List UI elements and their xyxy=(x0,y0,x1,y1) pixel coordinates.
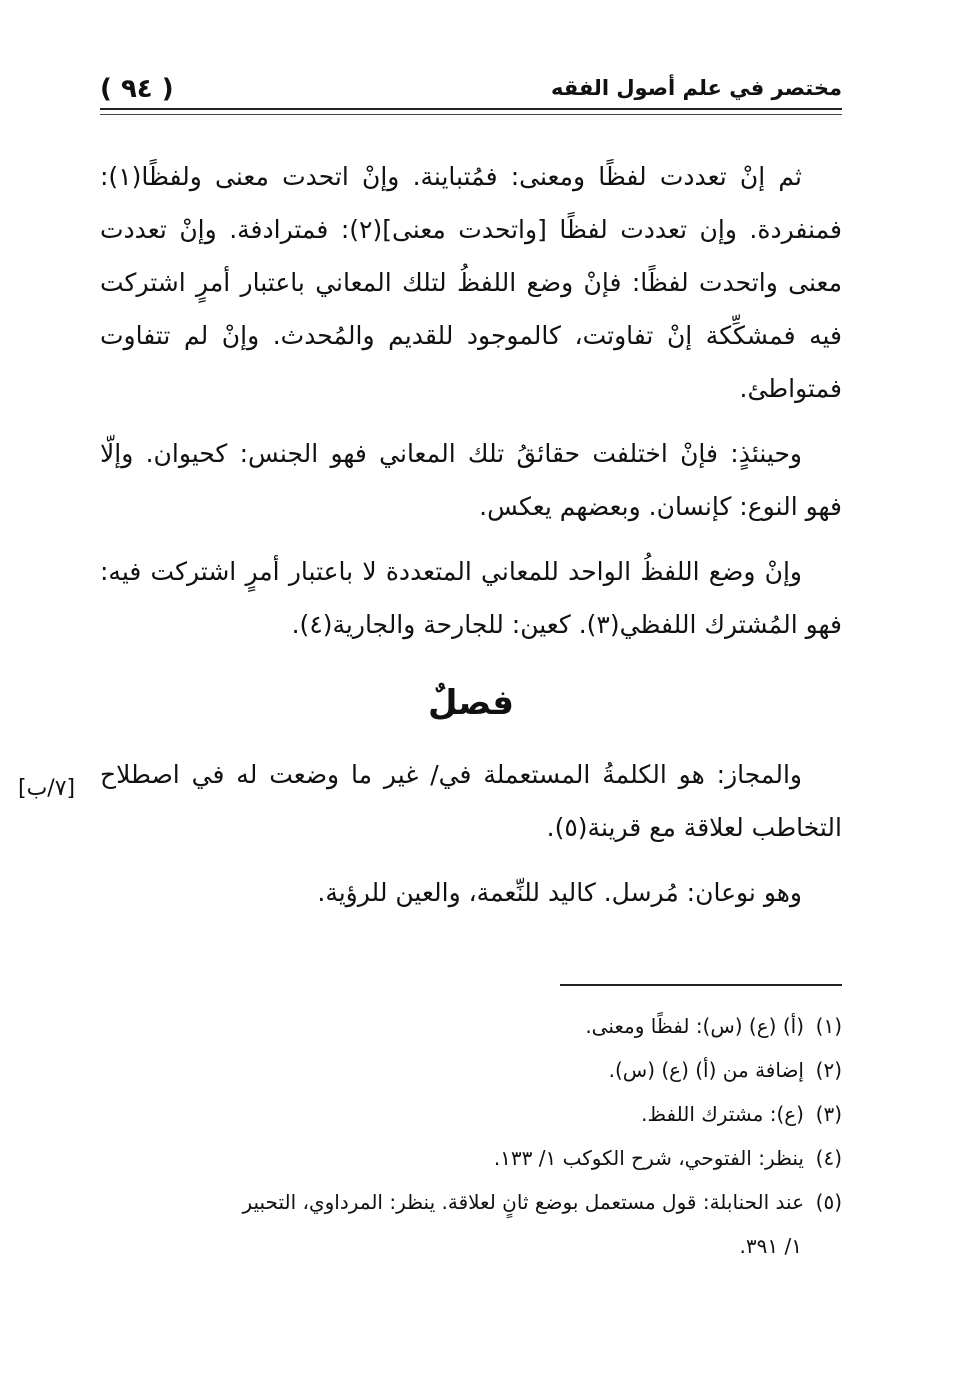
paragraph: وإنْ وضع اللفظُ الواحد للمعاني المتعددة لا باعتبار أمرٍ اشتركت فيه: فهو المُشترك اللفظي(٣). كعين: للجارحة والجارية(٤). xyxy=(100,557,842,639)
footnote xyxy=(100,1136,842,1180)
footnotes-list xyxy=(100,1004,842,1268)
footnote-number: (٥) xyxy=(815,1190,842,1214)
footnote-number: (٣) xyxy=(815,1102,842,1126)
footnote xyxy=(100,1092,842,1136)
manuscript-folio-note: [٧/ب] xyxy=(18,776,76,801)
footnote xyxy=(100,1180,842,1224)
page-header xyxy=(100,70,842,110)
footnote-number: (٤) xyxy=(815,1146,842,1170)
paragraph: وهو نوعان: مُرسل. كاليد للنِّعمة، والعين للرؤية. xyxy=(317,878,802,907)
section-heading: فصلٌ xyxy=(427,683,515,723)
paragraph: ثم إنْ تعددت لفظًا ومعنى: فمُتباينة. وإنْ اتحدت معنى ولفظًا(١): فمنفردة. وإن تعددت لفظًا [واتحدت معنى](٢): فمترادفة. وإنْ تعددت معنى واتحدت لفظًا: فإنْ وضع اللفظُ لتلك المعاني باعتبار أمرٍ اشتركت فيه فمشكِّكة إنْ تفاوتت، كالموجود للقديم والمُحدث. وإنْ لم تتفاوت فمتواطئ. xyxy=(100,162,842,403)
footnote-number: (٢) xyxy=(815,1058,842,1082)
footnote-text: (ع): مشترك اللفظ. xyxy=(641,1102,804,1126)
footnote-continuation: ١/ ٣٩١. xyxy=(739,1234,802,1258)
paragraph: والمجاز: هو الكلمةُ المستعملة في/ غير ما وضعت له في اصطلاح التخاطب لعلاقة مع قرينة(٥). xyxy=(100,760,842,842)
footnote-text: عند الحنابلة: قول مستعمل بوضع ثانٍ لعلاقة. ينظر: المرداوي، التحبير xyxy=(242,1190,804,1214)
main-text xyxy=(100,150,842,931)
footnote xyxy=(100,1004,842,1048)
footnote-divider xyxy=(560,984,842,986)
footnote-text: ينظر: الفتوحي، شرح الكوكب ١/ ١٣٣. xyxy=(493,1146,804,1170)
page-number: ( ٩٤ ) xyxy=(100,74,174,104)
footnote-text: إضافة من (أ) (ع) (س). xyxy=(608,1058,804,1082)
running-title: مختصر في علم أصول الفقه xyxy=(550,76,842,100)
footnote-number: (١) xyxy=(815,1014,842,1038)
footnote-text: (أ) (ع) (س): لفظًا ومعنى. xyxy=(585,1014,804,1038)
footnote xyxy=(100,1048,842,1092)
paragraph: وحينئذٍ: فإنْ اختلفت حقائقُ تلك المعاني فهو الجنس: كحيوان. وإلّا فهو النوع: كإنسان. وبعضهم يعكس. xyxy=(100,439,842,521)
